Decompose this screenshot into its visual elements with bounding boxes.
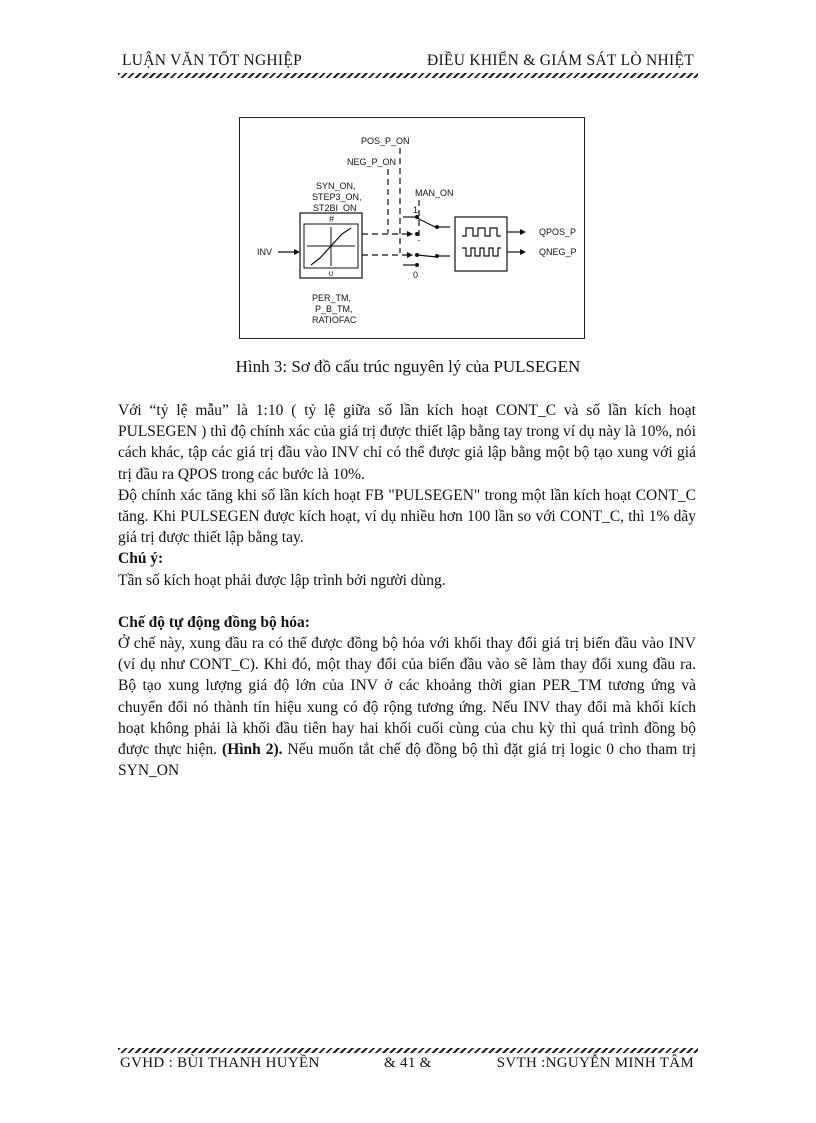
label-step3-on: STEP3_ON, <box>312 192 362 202</box>
label-man-on: MAN_ON <box>415 188 454 198</box>
footer-divider <box>118 1048 698 1053</box>
figure-caption: Hình 3: Sơ đồ cấu trúc nguyên lý của PULSEGEN <box>235 357 581 376</box>
note-title: Chú ý: <box>118 550 164 568</box>
section-title: Chế độ tự động đồng bộ hóa: <box>118 613 310 631</box>
pulsegen-diagram <box>239 117 585 339</box>
page-footer <box>118 1055 698 1077</box>
label-ratiofac: RATIOFAC <box>312 315 357 325</box>
label-inv: INV <box>257 247 273 257</box>
label-qpos-p: QPOS_P <box>539 227 577 237</box>
paragraph-3-main: Ở chế này, xung đầu ra có thể được đồng bộ hóa với khối thay đổi giá trị biến đầu vào INV (ví dụ như CONT_C). Khi đó, một thay đổi của biến đầu vào sẽ làm thay đổi xung đầu ra. Bộ tạo xung lượng giá độ lớn của INV ở các khoảng thời gian PER_TM tương ứng và chuyển đổi nó thành tín hiệu xung có độ rộng tương ứng. Nếu INV thay đổi mà khối kích hoạt không phải là khối đầu tiên hay hai khối cuối cùng của chu kỳ thì quá trình đồng bộ được thực hiện. <box>118 635 696 759</box>
svg-text:∪: ∪ <box>328 269 334 278</box>
paragraph-1: Với “tỷ lệ mẫu” là 1:10 ( tỷ lệ giữa số lần kích hoạt CONT_C và số lần kích hoạt PULSEGEN ) thì độ chính xác của giá trị được thiết lập bằng tay trong ví dụ này là 10%, nói cách khác, tập các giá trị đầu vào INV chỉ có thể được giả lập bằng một bộ tạo xung với giá trị đầu ra QPOS trong các bước là 10%. <box>118 402 696 483</box>
note-text: Tần số kích hoạt phải được lập trình bởi người dùng. <box>118 571 446 589</box>
label-st2bi-on: ST2BI_ON <box>313 203 357 213</box>
paragraph-2: Độ chính xác tăng khi số lần kích hoạt FB "PULSEGEN" trong một lần kích hoạt CONT_C tăng. Khi PULSEGEN được kích hoạt, ví dụ nhiều hơn 100 lần so với CONT_C, thì 1% dãy giá trị được thiết lập bằng tay. <box>118 486 696 547</box>
label-zero: 0 <box>413 270 419 280</box>
paragraph-3-end: Nếu muốn tắt chế độ đồng bộ thì đặt giá trị logic 0 cho tham trị SYN_ON <box>118 741 697 780</box>
pulse-output-block <box>455 217 507 271</box>
header-divider <box>118 73 698 78</box>
label-hash: # <box>329 214 335 224</box>
label-one: 1 <box>413 205 419 215</box>
paragraph-3 <box>118 633 696 781</box>
label-p-b-tm: P_B_TM, <box>315 304 353 314</box>
body-text <box>118 400 696 781</box>
footer-advisor: GVHD : BÙI THANH HUYỀN <box>120 1055 320 1071</box>
header-left-title: LUẬN VĂN TỐT NGHIỆP <box>122 52 303 69</box>
header-right-title: ĐIỀU KHIỂN & GIÁM SÁT LÒ NHIỆT <box>426 52 694 69</box>
label-neg-p-on: NEG_P_ON <box>347 157 397 167</box>
label-qneg-p: QNEG_P <box>539 247 577 257</box>
label-per-tm: PER_TM, <box>312 293 352 303</box>
label-pos-p-on: POS_P_ON <box>361 136 410 146</box>
figure-reference: (Hình 2). <box>222 741 283 759</box>
page-number: & 41 & <box>384 1055 432 1071</box>
label-syn-on: SYN_ON, <box>316 181 356 191</box>
footer-student: SVTH :NGUYỄN MINH TÂM <box>496 1055 694 1071</box>
